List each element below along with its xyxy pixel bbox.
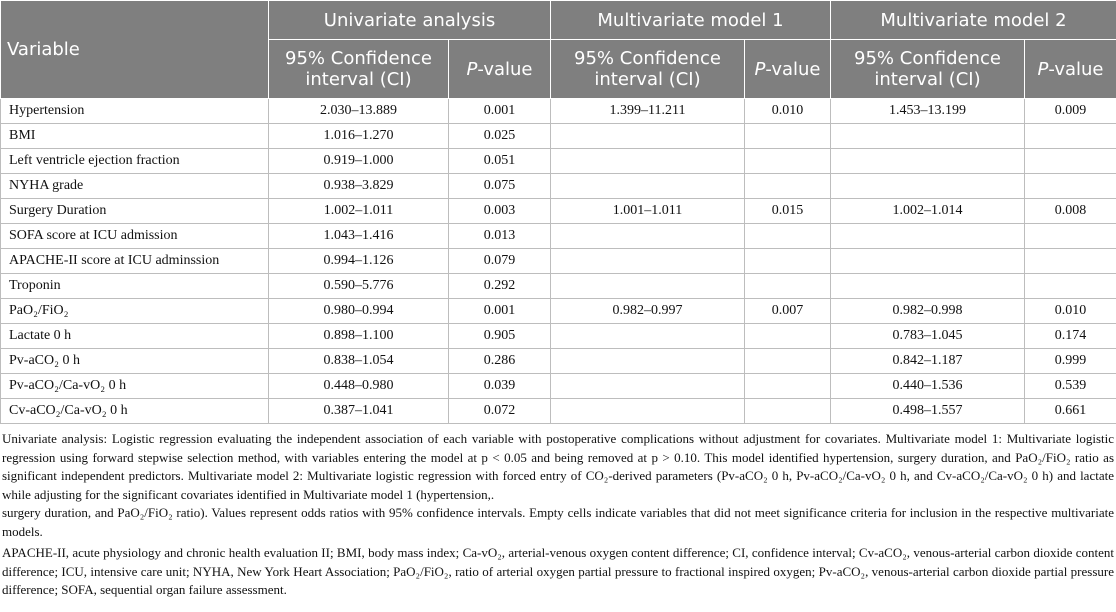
mv1-p-cell	[745, 324, 831, 349]
mv2-p-cell: 0.008	[1025, 199, 1116, 224]
mv1-p-header: P-value	[745, 40, 831, 99]
univariate-ci-cell: 0.938–3.829	[269, 174, 449, 199]
univariate-p-cell: 0.039	[449, 374, 551, 399]
mv1-ci-cell	[551, 324, 745, 349]
mv1-ci-cell	[551, 349, 745, 374]
mv1-ci-cell	[551, 124, 745, 149]
mv2-ci-cell: 0.440–1.536	[831, 374, 1025, 399]
univariate-p-cell: 0.013	[449, 224, 551, 249]
table-row	[1, 124, 1116, 149]
mv2-header: Multivariate model 2	[831, 1, 1116, 40]
mv1-p-cell	[745, 349, 831, 374]
footnote-methods-continued: surgery duration, and PaO₂/FiO₂ ratio). Values represent odds ratios with 95% confidence intervals. Empty cells indicate variables that did not meet significance criteria for inclusion in the respective multivariate models.	[2, 505, 1114, 539]
univariate-p-cell: 0.051	[449, 149, 551, 174]
mv2-ci-cell: 1.002–1.014	[831, 199, 1025, 224]
mv1-p-cell: 0.015	[745, 199, 831, 224]
univariate-ci-cell: 0.838–1.054	[269, 349, 449, 374]
mv2-p-cell	[1025, 149, 1116, 174]
mv1-ci-cell	[551, 399, 745, 424]
table-row	[1, 224, 1116, 249]
variable-cell: NYHA grade	[1, 174, 269, 199]
table-row	[1, 399, 1116, 424]
mv1-ci-cell	[551, 174, 745, 199]
mv1-p-cell	[745, 124, 831, 149]
mv2-p-cell: 0.999	[1025, 349, 1116, 374]
univariate-ci-cell: 1.016–1.270	[269, 124, 449, 149]
univariate-p-cell: 0.025	[449, 124, 551, 149]
univariate-ci-cell: 1.002–1.011	[269, 199, 449, 224]
mv1-p-cell: 0.007	[745, 299, 831, 324]
mv2-p-cell: 0.010	[1025, 299, 1116, 324]
univariate-ci-cell: 0.898–1.100	[269, 324, 449, 349]
univariate-ci-cell: 0.919–1.000	[269, 149, 449, 174]
variable-cell: Surgery Duration	[1, 199, 269, 224]
mv1-p-cell	[745, 224, 831, 249]
variable-header: Variable	[1, 1, 269, 99]
univariate-ci-cell: 0.994–1.126	[269, 249, 449, 274]
mv2-p-header: P-value	[1025, 40, 1116, 99]
table-footnotes	[0, 424, 1114, 600]
mv2-ci-cell	[831, 274, 1025, 299]
table-row	[1, 324, 1116, 349]
mv2-ci-cell	[831, 224, 1025, 249]
variable-cell: PaO₂/FiO₂	[1, 299, 269, 324]
univariate-ci-cell: 0.448–0.980	[269, 374, 449, 399]
mv2-ci-header: 95% Confidence interval (CI)	[831, 40, 1025, 99]
mv2-p-cell	[1025, 124, 1116, 149]
univariate-p-cell: 0.286	[449, 349, 551, 374]
mv2-ci-cell: 1.453–13.199	[831, 99, 1025, 124]
univariate-p-cell: 0.001	[449, 99, 551, 124]
univariate-p-cell: 0.075	[449, 174, 551, 199]
mv1-p-cell	[745, 249, 831, 274]
mv2-ci-cell	[831, 174, 1025, 199]
mv1-header: Multivariate model 1	[551, 1, 831, 40]
univariate-p-cell: 0.072	[449, 399, 551, 424]
mv1-ci-cell: 1.001–1.011	[551, 199, 745, 224]
mv2-p-cell	[1025, 174, 1116, 199]
mv2-ci-cell	[831, 149, 1025, 174]
mv1-ci-cell	[551, 149, 745, 174]
mv1-ci-cell: 1.399–11.211	[551, 99, 745, 124]
mv1-ci-header: 95% Confidence interval (CI)	[551, 40, 745, 99]
mv2-ci-cell: 0.842–1.187	[831, 349, 1025, 374]
variable-cell: Troponin	[1, 274, 269, 299]
table-row	[1, 374, 1116, 399]
variable-cell: Cv-aCO₂/Ca-vO₂ 0 h	[1, 399, 269, 424]
variable-cell: APACHE-II score at ICU adminssion	[1, 249, 269, 274]
table-row	[1, 299, 1116, 324]
mv1-p-cell	[745, 399, 831, 424]
mv2-ci-cell: 0.982–0.998	[831, 299, 1025, 324]
univariate-p-header: P-value	[449, 40, 551, 99]
univariate-ci-cell: 0.980–0.994	[269, 299, 449, 324]
footnote-methods: Univariate analysis: Logistic regression evaluating the independent association of each variable with postoperative complications without adjustment for covariates. Multivariate model 1: Multivariate logistic regression using forward stepwise selection method, with variables entering the model at p < 0.05 and being removed at p > 0.10. This model identified hypertension, surgery duration, and PaO₂/FiO₂ ratio as significant independent predictors. Multivariate model 2: Multivariate logistic regression with forced entry of CO₂-derived parameters (Pv-aCO₂ 0 h, Pv-aCO₂/Ca-vO₂ 0 h, and Cv-aCO₂/Ca-vO₂ 0 h) and lactate while adjusting for the significant covariates identified in Multivariate model 1 (hypertension,.	[2, 431, 1114, 502]
variable-cell: Lactate 0 h	[1, 324, 269, 349]
univariate-ci-cell: 0.387–1.041	[269, 399, 449, 424]
univariate-ci-header: 95% Confidence interval (CI)	[269, 40, 449, 99]
univariate-p-cell: 0.905	[449, 324, 551, 349]
table-row	[1, 149, 1116, 174]
mv2-p-cell: 0.539	[1025, 374, 1116, 399]
mv2-ci-cell	[831, 124, 1025, 149]
variable-cell: Pv-aCO₂/Ca-vO₂ 0 h	[1, 374, 269, 399]
table-row	[1, 174, 1116, 199]
table-row	[1, 99, 1116, 124]
mv2-ci-cell: 0.783–1.045	[831, 324, 1025, 349]
mv2-p-cell	[1025, 249, 1116, 274]
table-row	[1, 199, 1116, 224]
mv1-ci-cell	[551, 374, 745, 399]
mv1-ci-cell: 0.982–0.997	[551, 299, 745, 324]
mv1-ci-cell	[551, 274, 745, 299]
mv2-p-cell	[1025, 274, 1116, 299]
mv1-p-cell	[745, 374, 831, 399]
variable-cell: Left ventricle ejection fraction	[1, 149, 269, 174]
univariate-p-cell: 0.003	[449, 199, 551, 224]
mv2-ci-cell	[831, 249, 1025, 274]
mv2-p-cell: 0.174	[1025, 324, 1116, 349]
mv1-p-cell	[745, 174, 831, 199]
table-row	[1, 249, 1116, 274]
mv1-p-cell	[745, 274, 831, 299]
mv2-ci-cell: 0.498–1.557	[831, 399, 1025, 424]
mv1-p-cell	[745, 149, 831, 174]
univariate-ci-cell: 2.030–13.889	[269, 99, 449, 124]
mv1-ci-cell	[551, 249, 745, 274]
mv1-ci-cell	[551, 224, 745, 249]
univariate-header: Univariate analysis	[269, 1, 551, 40]
mv2-p-cell: 0.661	[1025, 399, 1116, 424]
univariate-p-cell: 0.079	[449, 249, 551, 274]
table-row	[1, 274, 1116, 299]
univariate-ci-cell: 1.043–1.416	[269, 224, 449, 249]
variable-cell: BMI	[1, 124, 269, 149]
variable-cell: Pv-aCO₂ 0 h	[1, 349, 269, 374]
univariate-ci-cell: 0.590–5.776	[269, 274, 449, 299]
mv2-p-cell: 0.009	[1025, 99, 1116, 124]
table-row	[1, 349, 1116, 374]
mv2-p-cell	[1025, 224, 1116, 249]
footnote-abbreviations: APACHE-II, acute physiology and chronic health evaluation II; BMI, body mass index; Ca-vO₂, arterial-venous oxygen content difference; CI, confidence interval; Cv-aCO₂, venous-arterial carbon dioxide content difference; ICU, intensive care unit; NYHA, New York Heart Association; PaO₂/FiO₂, ratio of arterial oxygen partial pressure to fractional inspired oxygen; Pv-aCO₂, venous-arterial carbon dioxide partial pressure difference; SOFA, sequential organ failure assessment.	[2, 545, 1114, 597]
univariate-p-cell: 0.292	[449, 274, 551, 299]
variable-cell: Hypertension	[1, 99, 269, 124]
univariate-p-cell: 0.001	[449, 299, 551, 324]
variable-cell: SOFA score at ICU admission	[1, 224, 269, 249]
mv1-p-cell: 0.010	[745, 99, 831, 124]
